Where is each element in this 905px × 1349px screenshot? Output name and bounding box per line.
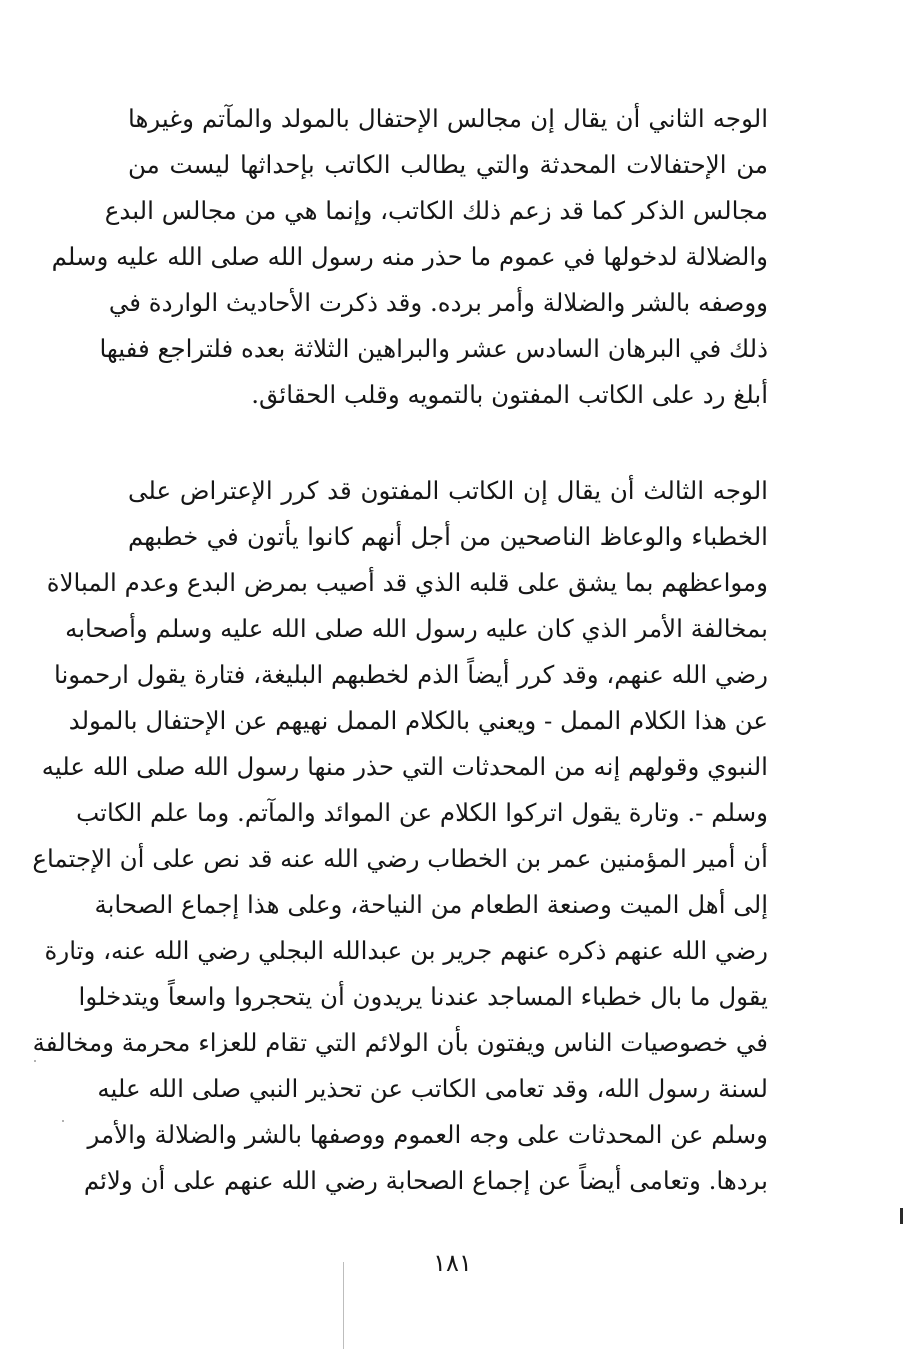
page-number: ١٨١: [433, 1249, 472, 1277]
text-line: رضي الله عنهم ذكره عنهم جرير بن عبدالله البجلي رضي الله عنه، وتارة: [44, 936, 768, 965]
text-line: أن أمير المؤمنين عمر بن الخطاب رضي الله عنه قد نص على أن الإجتماع: [32, 844, 768, 873]
scan-edge-mark: [900, 1208, 903, 1224]
text-line: رضي الله عنهم، وقد كرر أيضاً الذم لخطبهم البليغة، فتارة يقول ارحمونا: [53, 660, 768, 689]
text-line: أبلغ رد على الكاتب المفتون بالتمويه وقلب الحقائق.: [251, 380, 768, 409]
scan-speck: [62, 1120, 64, 1122]
text-line: إلى أهل الميت وصنعة الطعام من النياحة، وعلى هذا إجماع الصحابة: [94, 890, 768, 919]
text-line: في خصوصيات الناس ويفتون بأن الولائم التي تقام للعزاء محرمة ومخالفة: [32, 1028, 768, 1057]
text-line: بمخالفة الأمر الذي كان عليه رسول الله صلى الله عليه وسلم وأصحابه: [65, 614, 768, 643]
text-line: من الإحتفالات المحدثة والتي يطالب الكاتب بإحداثها ليست من: [128, 150, 768, 179]
paragraph-third-aspect: [32, 468, 768, 1204]
text-line: يقول ما بال خطباء المساجد عندنا يريدون أن يتحجروا واسعاً ويتدخلوا: [78, 982, 768, 1011]
scan-gutter-line: [343, 1262, 344, 1349]
text-line: عن هذا الكلام الممل - ويعني بالكلام الممل نهيهم عن الإحتفال بالمولد: [68, 706, 768, 735]
text-line: وسلم -. وتارة يقول اتركوا الكلام عن الموائد والمآتم. وما علم الكاتب: [76, 798, 768, 827]
text-line: ومواعظهم بما يشق على قلبه الذي قد أصيب بمرض البدع وعدم المبالاة: [46, 568, 768, 597]
text-line: وسلم عن المحدثات على وجه العموم ووصفها بالشر والضلالة والأمر: [87, 1120, 768, 1149]
text-line: بردها. وتعامى أيضاً عن إجماع الصحابة رضي الله عنهم على أن ولائم: [83, 1166, 768, 1195]
text-line: مجالس الذكر كما قد زعم ذلك الكاتب، وإنما هي من مجالس البدع: [104, 196, 768, 225]
text-line: الوجه الثالث أن يقال إن الكاتب المفتون قد كرر الإعتراض على: [128, 476, 768, 505]
text-line: ووصفه بالشر والضلالة وأمر برده. وقد ذكرت الأحاديث الواردة في: [108, 288, 768, 317]
text-line: ذلك في البرهان السادس عشر والبراهين الثلاثة بعده فلتراجع ففيها: [99, 334, 768, 363]
paragraph-second-aspect: [51, 96, 768, 418]
text-line: النبوي وقولهم إنه من المحدثات التي حذر منها رسول الله صلى الله عليه: [41, 752, 768, 781]
text-line: لسنة رسول الله، وقد تعامى الكاتب عن تحذير النبي صلى الله عليه: [97, 1074, 768, 1103]
text-line: الوجه الثاني أن يقال إن مجالس الإحتفال بالمولد والمآتم وغيرها: [128, 104, 768, 133]
scan-speck: [34, 1060, 36, 1062]
text-line: والضلالة لدخولها في عموم ما حذر منه رسول الله صلى الله عليه وسلم: [51, 242, 768, 271]
text-line: الخطباء والوعاظ الناصحين من أجل أنهم كانوا يأتون في خطبهم: [128, 522, 768, 551]
